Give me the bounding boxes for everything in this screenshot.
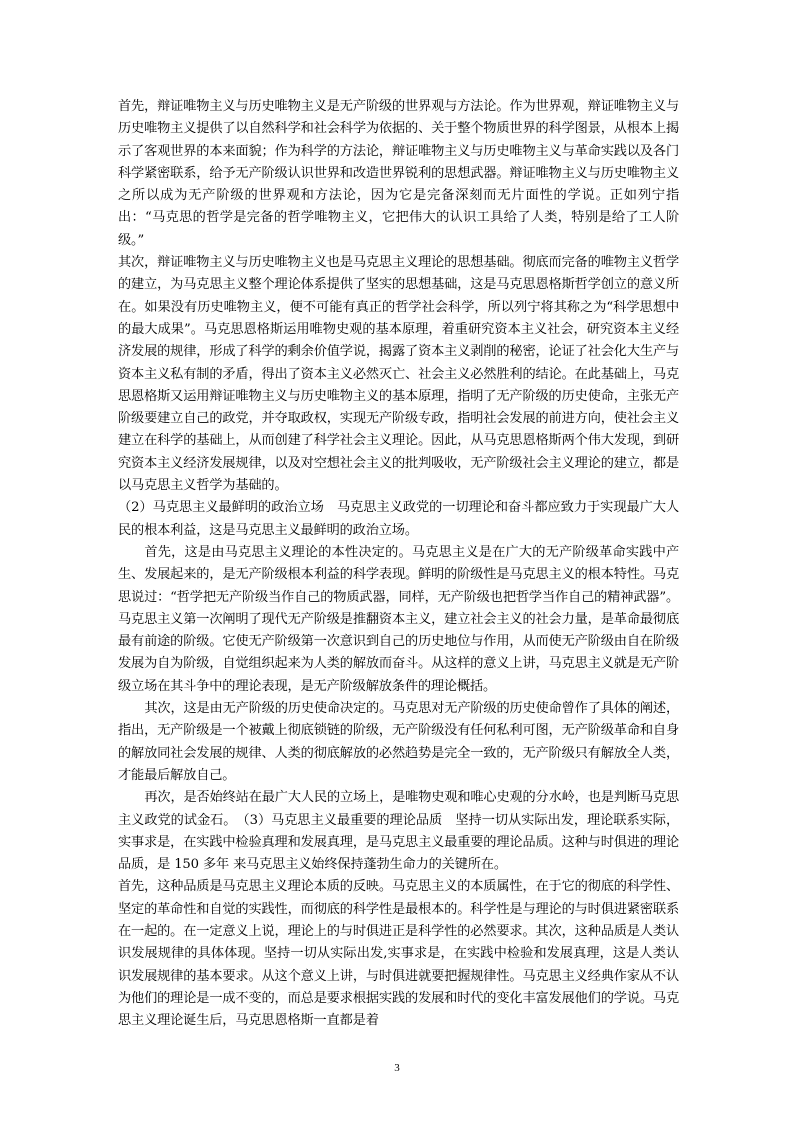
page-number: 3 xyxy=(394,1062,400,1074)
paragraph-theoretical-foundation: 其次，辩证唯物主义与历史唯物主义也是马克思主义理论的思想基础。彻底而完备的唯物主义哲学的建立，为马克思主义整个理论体系提供了坚实的思想基础，这是马克思恩格斯哲学创立的意义所在。如果没有历史唯物主义，便不可能有真正的哲学社会科学，所以列宁将其称之为“科学思想中的最大成果”。马克思恩格斯运用唯物史观的基本原理，着重研究资本主义社会，研究资本主义经济发展的规律，形成了科学的剩余价值学说，揭露了资本主义剥削的秘密，论证了社会化大生产与资本主义私有制的矛盾，得出了资本主义必然灭亡、社会主义必然胜利的结论。在此基础上，马克思恩格斯又运用辩证唯物主义与历史唯物主义的基本原理，指明了无产阶级的历史使命，主张无产阶级要建立自己的政党，并夺取政权，实现无产阶级专政，指明社会发展的前进方向，使社会主义建立在科学的基础上，从而创建了科学社会主义理论。因此，从马克思恩格斯两个伟大发现，到研究资本主义经济发展规律，以及对空想社会主义的批判吸收，无产阶级社会主义理论的建立，都是以马克思主义哲学为基础的。 xyxy=(118,255,679,494)
paragraph-historical-mission: 其次，这是由无产阶级的历史使命决定的。马克思对无产阶级的历史使命曾作了具体的阐述，指出，无产阶级是一个被戴上彻底锁链的阶级，无产阶级没有任何私利可图，无产阶级革命和自身的解放同社会发展的规律、人类的彻底解放的必然趋势是完全一致的，无产阶级只有解放全人类，才能最后解放自己。 xyxy=(118,701,679,783)
paragraph-theoretical-quality: 首先，这种品质是马克思主义理论本质的反映。马克思主义的本质属性，在于它的彻底的科学性、坚定的革命性和自觉的实践性，而彻底的科学性是最根本的。科学性是与理论的与时俱进紧密联系在一起的。在一定意义上说，理论上的与时俱进正是科学性的必然要求。其次，这种品质是人类认识发展规律的具体体现。坚持一切从实际出发,实事求是，在实践中检验和发展真理，这是人类认识发展规律的基本要求。从这个意义上讲，与时俱进就要把握规律性。马克思主义经典作家从不认为他们的理论是一成不变的，而总是要求根据实践的发展和时代的变化丰富发展他们的学说。马克思主义理论诞生后，马克思恩格斯一直都是着 xyxy=(118,879,679,1029)
paragraph-nature-of-theory: 首先，这是由马克思主义理论的本性决定的。马克思主义是在广大的无产阶级革命实践中产生、发展起来的，是无产阶级根本利益的科学表现。鲜明的阶级性是马克思主义的根本特性。马克思说过：“哲学把无产阶级当作自己的物质武器，同样，无产阶级也把哲学当作自己的精神武器”。马克思主义第一次阐明了现代无产阶级是推翻资本主义，建立社会主义的社会力量，是革命最彻底最有前途的阶级。它使无产阶级第一次意识到自己的历史地位与作用，从而使无产阶级由自在阶级发展为自为阶级，自觉组织起来为人类的解放而奋斗。从这样的意义上讲，马克思主义就是无产阶级立场在其斗争中的理论表现，是无产阶级解放条件的理论概括。 xyxy=(118,544,679,694)
body-text xyxy=(118,96,679,1032)
paragraph-worldview: 首先，辩证唯物主义与历史唯物主义是无产阶级的世界观与方法论。作为世界观，辩证唯物主义与历史唯物主义提供了以自然科学和社会科学为依据的、关于整个物质世界的科学图景，从根本上揭示了客观世界的本来面貌；作为科学的方法论，辩证唯物主义与历史唯物主义与革命实践以及各门科学紧密联系，给予无产阶级认识世界和改造世界锐利的思想武器。辩证唯物主义与历史唯物主义之所以成为无产阶级的世界观和方法论，因为它是完备深刻而无片面性的学说。正如列宁指出：“马克思的哲学是完备的哲学唯物主义，它把伟大的认识工具给了人类，特别是给了工人阶级。” xyxy=(118,99,679,248)
paragraph-touchstone: 再次，是否始终站在最广大人民的立场上，是唯物史观和唯心史观的分水岭，也是判断马克思主义政党的试金石。 （3）马克思主义最重要的理论品质 坚持一切从实际出发，理论联系实际，实事求是，在实践中检验真理和发展真理，是马克思主义最重要的理论品质。这种与时俱进的理论品质，是 150 多年 来马克思主义始终保持蓬勃生命力的关键所在。 xyxy=(118,790,679,873)
paragraph-political-stance-heading: （2）马克思主义最鲜明的政治立场 马克思主义政党的一切理论和奋斗都应致力于实现最广大人民的根本利益，这是马克思主义最鲜明的政治立场。 xyxy=(118,500,679,538)
